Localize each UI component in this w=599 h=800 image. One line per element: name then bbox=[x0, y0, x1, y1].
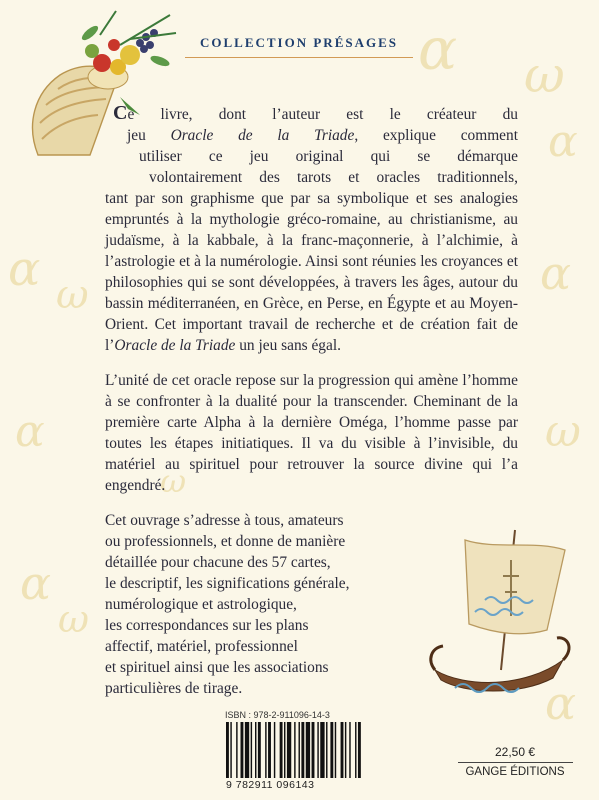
barcode-bar bbox=[241, 722, 244, 778]
barcode-bar bbox=[280, 722, 283, 778]
line: détaillée pour chacune des 57 cartes, bbox=[105, 554, 331, 571]
line bbox=[105, 103, 518, 125]
line-text: utiliser ce jeu original qui se démarque bbox=[139, 148, 518, 165]
barcode-digits: 9 782911 096143 bbox=[226, 779, 315, 791]
line: ou professionnels, et donne de manière bbox=[105, 533, 346, 550]
barcode-bar bbox=[345, 722, 346, 778]
line: Cet ouvrage s’adresse à tous, amateurs bbox=[105, 512, 344, 529]
barcode-bar bbox=[251, 722, 252, 778]
alpha-watermark: α bbox=[20, 556, 52, 610]
barcode-bar bbox=[245, 722, 249, 778]
barcode bbox=[222, 722, 432, 778]
header-rule bbox=[185, 57, 413, 58]
barcode-bar bbox=[317, 722, 318, 778]
line-text: e livre, dont l’auteur est le créateur du bbox=[127, 106, 518, 123]
barcode-bar bbox=[265, 722, 266, 778]
line bbox=[105, 167, 518, 188]
barcode-bar bbox=[335, 722, 336, 778]
line bbox=[105, 125, 518, 146]
barcode-bar bbox=[326, 722, 327, 778]
paragraph-text: tant par son graphisme que par sa symbolique et ses analogies empruntés à la mythologie gréco-romaine, au christianisme, au judaïsme, à la kabbale, à la franc-maçonnerie, à l’alchimie, à l’astrologie et à la numérologie. Ainsi sont réunies les croyances et philosophies qui se sont développées, à travers les âges, autour du bassin méditerranéen, en Grèce, en Perse, en Égypte et au Moyen-Orient. Cet important travail de recherche et de création fait de l’ bbox=[105, 190, 518, 354]
line: affectif, matériel, professionnel bbox=[105, 638, 298, 655]
barcode-bar bbox=[299, 722, 300, 778]
barcode-bar bbox=[287, 722, 291, 778]
barcode-bar bbox=[312, 722, 315, 778]
barcode-bar bbox=[355, 722, 356, 778]
barcode-bar bbox=[330, 722, 333, 778]
barcode-bar bbox=[284, 722, 285, 778]
drop-cap: C bbox=[113, 102, 128, 124]
barcode-bar bbox=[358, 722, 361, 778]
barcode-bar bbox=[236, 722, 237, 778]
alpha-watermark: α bbox=[8, 241, 41, 297]
omega-watermark: ω bbox=[160, 462, 187, 500]
alpha-watermark: α bbox=[540, 246, 572, 300]
barcode-bar bbox=[341, 722, 344, 778]
alpha-watermark: α bbox=[15, 406, 45, 457]
paragraph-audience bbox=[105, 510, 405, 699]
line: numérologique et astrologique, bbox=[105, 596, 297, 613]
line: les correspondances sur les plans bbox=[105, 617, 309, 634]
barcode-bar bbox=[258, 722, 261, 778]
barcode-bar bbox=[255, 722, 256, 778]
line-text: jeu bbox=[127, 127, 171, 144]
alpha-watermark: α bbox=[548, 116, 578, 167]
barcode-bar bbox=[230, 722, 231, 778]
omega-watermark: ω bbox=[56, 272, 89, 318]
line-text: , explique comment bbox=[354, 127, 518, 144]
omega-watermark: ω bbox=[58, 597, 89, 641]
price: 22,50 € bbox=[494, 745, 536, 759]
line: et spirituel ainsi que les associations bbox=[105, 659, 329, 676]
publisher: GANGE ÉDITIONS bbox=[465, 766, 565, 778]
barcode-bar bbox=[349, 722, 350, 778]
isbn: ISBN : 978-2-911096-14-3 bbox=[225, 710, 330, 720]
book-title-italic: Oracle de la Triade bbox=[114, 337, 236, 354]
paragraph-intro bbox=[105, 103, 518, 356]
line: particulières de tirage. bbox=[105, 680, 243, 697]
price-rule bbox=[458, 762, 573, 763]
barcode-bar bbox=[294, 722, 295, 778]
barcode-bar bbox=[226, 722, 229, 778]
blurb bbox=[105, 103, 518, 713]
barcode-bar bbox=[306, 722, 310, 778]
barcode-bar bbox=[301, 722, 304, 778]
paragraph-unity: L’unité de cet oracle repose sur la progression qui amène l’homme à se confronter à la dualité pour la transcender. Cheminant de la première carte Alpha à la dernière Oméga, l’homme passe par toutes les étapes initiatiques. Il va du visible à l’invisible, du matériel au spirituel pour retrouver la source divine qui l’a engendré. bbox=[105, 372, 518, 494]
barcode-bar bbox=[274, 722, 275, 778]
paragraph-text: un jeu sans égal. bbox=[235, 337, 341, 354]
book-title-italic: Oracle de la Triade bbox=[170, 127, 355, 144]
alpha-watermark: α bbox=[418, 15, 458, 83]
alpha-watermark: α bbox=[545, 676, 577, 730]
line bbox=[105, 146, 518, 167]
collection-title: COLLECTION PRÉSAGES bbox=[199, 35, 398, 50]
omega-watermark: ω bbox=[545, 406, 581, 457]
omega-watermark: ω bbox=[524, 46, 565, 104]
barcode-bar bbox=[268, 722, 271, 778]
line: le descriptif, les significations générale, bbox=[105, 575, 350, 592]
barcode-bar bbox=[320, 722, 324, 778]
line-text: volontairement des tarots et oracles traditionnels, bbox=[149, 169, 518, 186]
